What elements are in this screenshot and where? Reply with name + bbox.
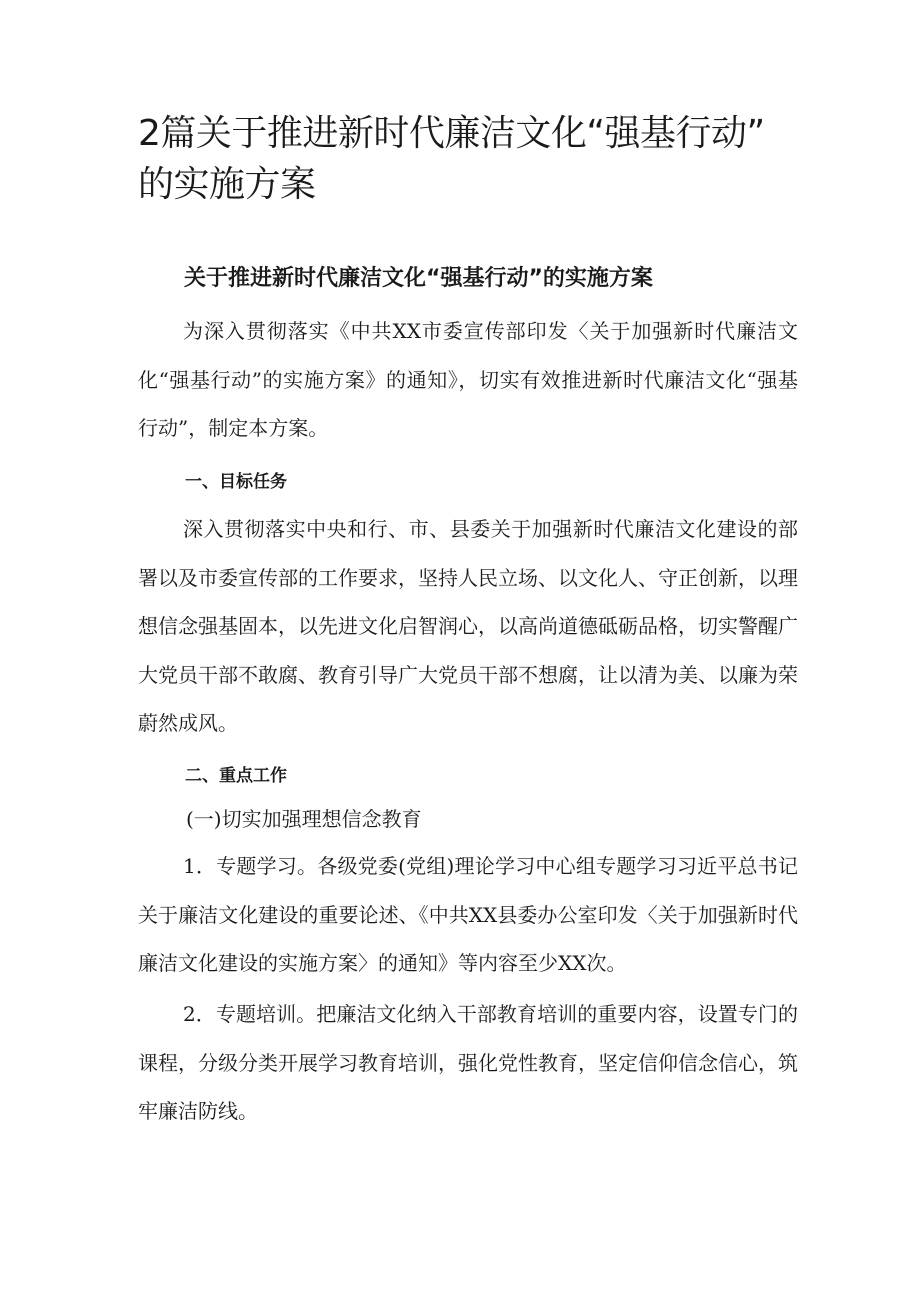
section-heading-key-work: 二、重点工作 bbox=[185, 766, 287, 786]
document-subtitle: 关于推进新时代廉洁文化“强基行动”的实施方案 bbox=[184, 266, 653, 291]
goals-paragraph: 深入贯彻落实中央和行、市、县委关于加强新时代廉洁文化建设的部署以及市委宣传部的工作要求，坚持人民立场、以文化人、守正创新，以理想信念强基固本，以先进文化启智润心，以高尚道德砥砺品格，切实警醒广大党员干部不敢腐、教育引导广大党员干部不想腐，让以清为美、以廉为荣蔚然成风。 bbox=[138, 517, 798, 735]
subsection-heading-ideals-education: (一)切实加强理想信念教育 bbox=[186, 807, 422, 831]
intro-paragraph: 为深入贯彻落实《中共XX市委宣传部印发〈关于加强新时代廉洁文化“强基行动”的实施方案》的通知》，切实有效推进新时代廉洁文化“强基行动”，制定本方案。 bbox=[138, 319, 798, 440]
document-title-line-2: 的实施方案 bbox=[138, 164, 316, 205]
document-title-line-1: 2篇关于推进新时代廉洁文化“强基行动” bbox=[138, 113, 765, 154]
item-special-training: 2．专题培训。把廉洁文化纳入干部教育培训的重要内容，设置专门的课程，分级分类开展学习教育培训，强化党性教育，坚定信仰信念信心，筑牢廉洁防线。 bbox=[138, 1002, 798, 1123]
section-heading-goals: 一、目标任务 bbox=[185, 472, 287, 492]
item-special-study: 1．专题学习。各级党委(党组)理论学习中心组专题学习习近平总书记关于廉洁文化建设的重要论述、《中共XX县委办公室印发〈关于加强新时代廉洁文化建设的实施方案〉的通知》等内容至少XX次。 bbox=[138, 854, 798, 975]
